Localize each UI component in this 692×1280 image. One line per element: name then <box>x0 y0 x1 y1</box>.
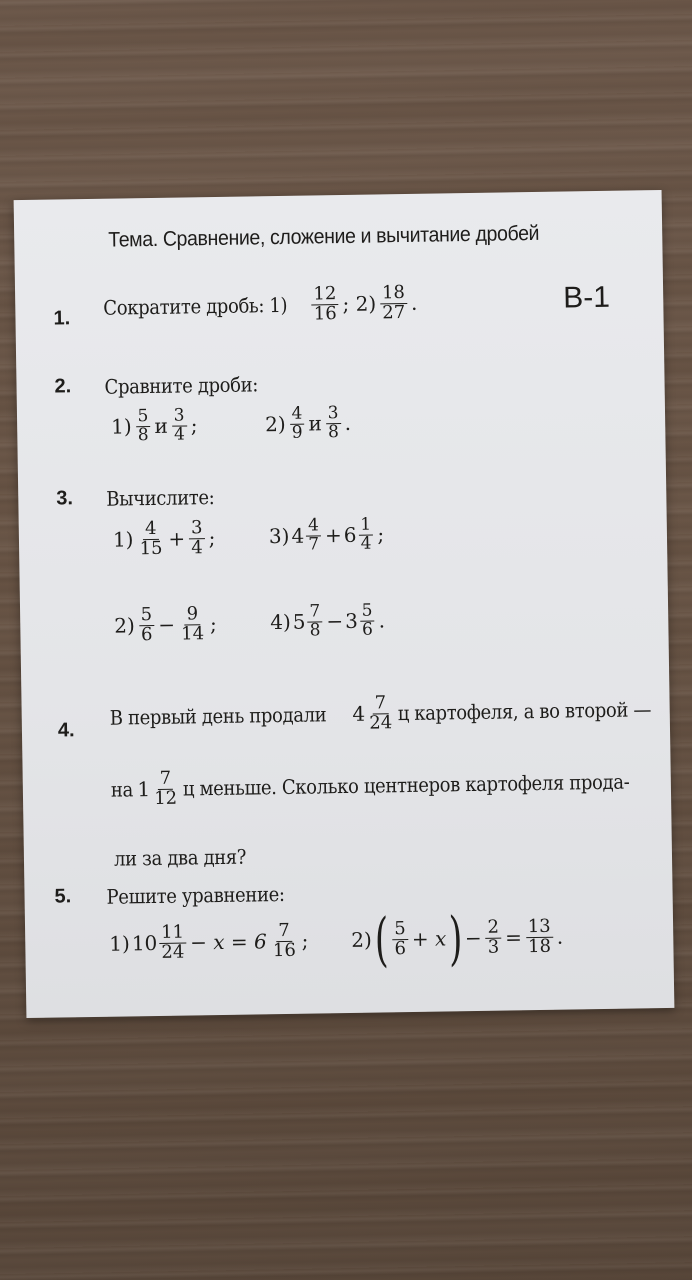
task-3-part-4 <box>270 602 385 640</box>
fraction: $\frac{5}{6}$ <box>140 604 153 646</box>
mixed-number <box>291 517 323 554</box>
operator: − <box>464 925 482 951</box>
equation-middle: − x = 6 <box>190 929 267 955</box>
end-punct: . <box>344 411 352 436</box>
fraction: $\frac{13}{18}$ <box>527 915 552 957</box>
fraction: $\frac{9}{14}$ <box>181 603 205 645</box>
end-punct: ; <box>209 612 217 637</box>
open-parenthesis: ( <box>373 905 389 974</box>
close-parenthesis: ) <box>448 904 463 973</box>
task-4-line-1 <box>109 690 679 738</box>
part-label: 1) <box>112 527 134 553</box>
fraction: $\frac{3}{4}$ <box>190 517 203 559</box>
mixed-number <box>137 767 181 809</box>
end-punct: . <box>556 924 564 949</box>
task-3-part-3 <box>269 516 385 554</box>
whole-part: 3 <box>344 609 359 634</box>
task-3-part-1 <box>113 519 216 559</box>
whole-part: 1 <box>137 777 151 802</box>
operator: − <box>158 613 176 638</box>
task-3-text: Вычислите: <box>106 485 215 511</box>
end-punct: ; <box>208 526 216 551</box>
fraction: $\frac{7}{16}$ <box>272 919 296 962</box>
part-label: 4) <box>270 610 291 635</box>
part-label: 1) <box>111 414 132 439</box>
task-2-part-1 <box>111 407 198 445</box>
fraction: $\frac{12}{16}$ <box>313 283 337 325</box>
plus-x: + x <box>411 926 447 951</box>
fraction: $\frac{7}{12}$ <box>154 767 178 809</box>
task-5-text: Решите уравнение: <box>106 881 285 909</box>
operator: + <box>324 523 342 548</box>
mixed-number <box>343 514 375 554</box>
fraction: $\frac{1}{4}$ <box>360 514 372 554</box>
whole-part: 4 <box>352 702 366 727</box>
whole-part: 6 <box>343 523 357 548</box>
task-4-text-b: ц картофеля, а во второй — <box>397 697 652 726</box>
fraction: $\frac{18}{27}$ <box>381 282 406 324</box>
fraction: $\frac{4}{7}$ <box>307 515 320 555</box>
mixed-number <box>352 694 396 733</box>
whole-part: 5 <box>292 609 306 635</box>
operator: + <box>168 526 186 552</box>
task-4-line-2 <box>111 762 680 810</box>
task-3-part-2 <box>114 605 217 645</box>
fraction: $\frac{4}{15}$ <box>139 517 163 560</box>
part-label: 2) <box>264 412 286 437</box>
end-punct: ; <box>377 522 385 547</box>
fraction: $\frac{5}{8}$ <box>137 406 149 446</box>
task-5-number: 5. <box>54 885 72 908</box>
task-1-number: 1. <box>53 307 71 330</box>
end-punct: . <box>378 608 386 633</box>
end-punct: . <box>410 291 418 316</box>
part-label: 1) <box>109 931 131 957</box>
conjunction: и <box>154 414 169 439</box>
mixed-number <box>293 603 325 640</box>
part-label: 3) <box>268 524 290 549</box>
fraction: $\frac{3}{8}$ <box>327 403 339 443</box>
task-2-part-2 <box>265 405 351 443</box>
part-label: 2) <box>114 613 136 638</box>
conjunction: и <box>308 411 323 436</box>
fraction: $\frac{5}{6}$ <box>394 917 407 959</box>
end-punct: ; <box>301 928 309 954</box>
task-5-equation-2 <box>351 904 564 974</box>
task-4-text-a: В первый день продали <box>109 702 327 731</box>
task-2-number: 2. <box>54 375 72 398</box>
task-3-number: 3. <box>56 487 74 510</box>
end-punct: ; <box>190 413 198 438</box>
fraction: $\frac{2}{3}$ <box>487 916 500 958</box>
fraction: $\frac{7}{8}$ <box>309 601 321 641</box>
mixed-number <box>132 923 189 963</box>
task-1-text: Сократите дробь: 1) <box>103 293 288 321</box>
task-1-row <box>103 284 418 328</box>
task-4-number: 4. <box>57 719 75 742</box>
task-4-text-c: на <box>110 777 134 803</box>
variant-label: В-1 <box>562 280 611 315</box>
worksheet-card <box>14 190 675 1018</box>
fraction: $\frac{5}{6}$ <box>361 600 373 640</box>
task-2-text: Сравните дроби: <box>104 372 259 399</box>
operator: − <box>326 609 344 634</box>
fraction: $\frac{7}{24}$ <box>369 692 393 734</box>
fraction: $\frac{4}{9}$ <box>291 403 303 443</box>
mixed-number <box>345 602 377 639</box>
whole-part: 10 <box>131 931 158 956</box>
whole-part: 4 <box>291 523 305 549</box>
fraction: $\frac{3}{4}$ <box>173 405 186 445</box>
task-5-equation-1 <box>109 919 309 964</box>
fraction: $\frac{11}{24}$ <box>160 921 185 963</box>
task-4-text-d: ц меньше. Сколько центнеров картофеля прода- <box>182 769 630 801</box>
task-4-line-3: ли за два дня? <box>113 844 247 871</box>
part-label: 2) <box>351 927 372 952</box>
worksheet-title: Тема. Сравнение, сложение и вычитание дробей <box>108 221 540 252</box>
separator-text: ; 2) <box>342 291 377 317</box>
equals-sign: = <box>504 925 523 950</box>
